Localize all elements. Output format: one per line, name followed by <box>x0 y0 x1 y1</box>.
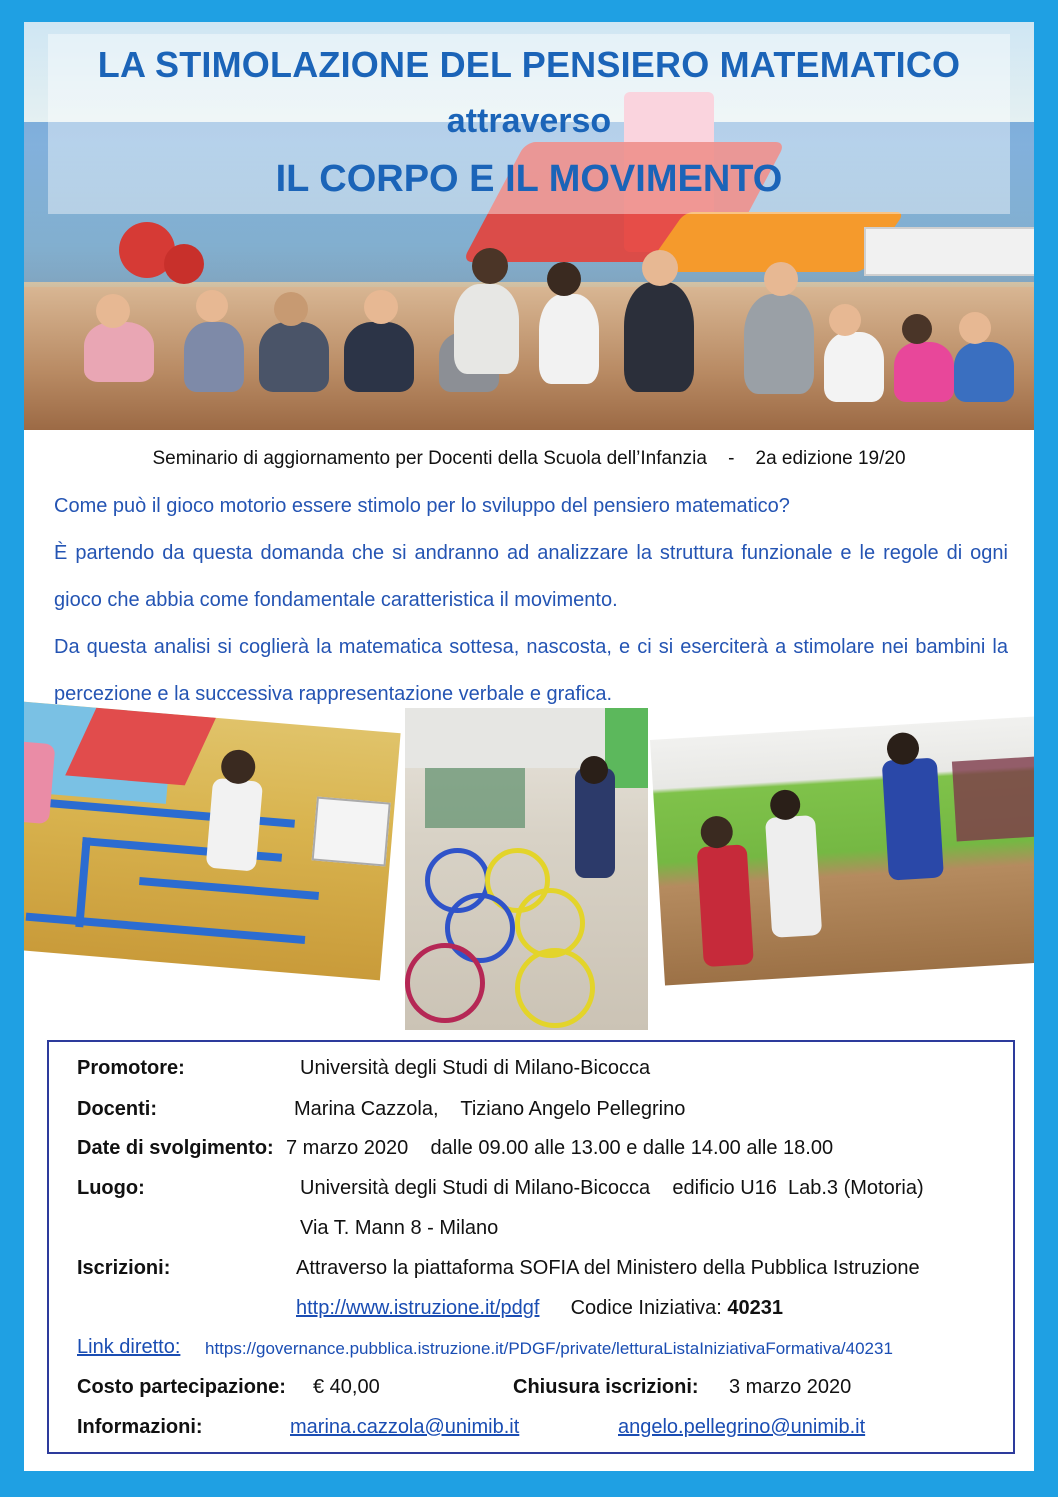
photo-child <box>454 284 519 374</box>
email-cazzola-link[interactable]: marina.cazzola@unimib.it <box>290 1416 520 1438</box>
codice-label: Codice Iniziativa: <box>570 1297 722 1319</box>
chiusura-value: 3 marzo 2020 <box>729 1376 852 1398</box>
photo-child-head <box>472 248 508 284</box>
row-luogo <box>77 1177 145 1200</box>
photo-child-head <box>959 312 991 344</box>
email-pellegrino-link[interactable]: angelo.pellegrino@unimib.it <box>618 1416 866 1438</box>
photo-tape-line <box>139 877 319 900</box>
iscrizioni-label: Iscrizioni: <box>77 1257 171 1279</box>
row-docenti <box>77 1098 157 1121</box>
seminar-subtitle: Seminario di aggiornamento per Docenti della Scuola dell’Infanzia - 2a edizione 19/20 <box>152 448 906 469</box>
codice-value: 40231 <box>727 1297 783 1319</box>
costo-value: € 40,00 <box>313 1376 380 1398</box>
photo-hoop-red <box>405 943 485 1023</box>
row-link-diretto <box>77 1336 180 1359</box>
row-costo <box>77 1376 286 1399</box>
title-line-2: attraverso <box>446 102 612 140</box>
pdgf-link[interactable]: http://www.istruzione.it/pdgf <box>296 1297 540 1319</box>
intro-question: Come può il gioco motorio essere stimolo per lo sviluppo del pensiero matematico? <box>54 495 790 517</box>
intro-paragraph-3: Da questa analisi si coglierà la matematica sottesa, nascosta, e ci si eserciterà a stimolare nei bambini la percezione e la successiva rappresentazione verbale e grafica. <box>54 636 1008 705</box>
photo-child-head <box>547 262 581 296</box>
photo-child <box>84 322 154 382</box>
date-value: 7 marzo 2020 dalle 09.00 alle 13.00 e dalle 14.00 alle 18.00 <box>286 1137 834 1159</box>
photo-child <box>575 768 615 878</box>
photo-child <box>765 815 822 938</box>
photo-child <box>697 844 754 967</box>
photo-child-head <box>196 290 228 322</box>
photo-floor-mat <box>425 768 525 828</box>
title-line-3: IL CORPO E IL MOVIMENTO <box>275 158 783 200</box>
row-informazioni <box>77 1416 203 1439</box>
photo-child-head <box>364 290 398 324</box>
row-iscrizioni <box>77 1257 170 1280</box>
photo-child <box>624 282 694 392</box>
date-label: Date di svolgimento: <box>77 1137 274 1159</box>
docenti-label: Docenti: <box>77 1098 157 1120</box>
link-diretto-url[interactable]: https://governance.pubblica.istruzione.it/PDGF/private/letturaListaIniziativaFormativa/40231 <box>205 1339 893 1358</box>
photo-child <box>824 332 884 402</box>
link-diretto-label[interactable]: Link diretto: <box>77 1336 181 1358</box>
luogo-label: Luogo: <box>77 1177 145 1199</box>
photo-maze-game <box>0 700 401 980</box>
docenti-value: Marina Cazzola, Tiziano Angelo Pellegrino <box>294 1098 686 1120</box>
luogo-value-1: Università degli Studi di Milano-Bicocca edificio U16 Lab.3 (Motoria) <box>300 1177 924 1199</box>
row-chiusura <box>513 1376 699 1399</box>
photo-child <box>539 294 599 384</box>
photo-child-head <box>580 756 608 784</box>
promotore-value: Università degli Studi di Milano-Bicocca <box>300 1057 651 1079</box>
title-line-1: LA STIMOLAZIONE DEL PENSIERO MATEMATICO <box>97 44 961 85</box>
photo-child-head <box>96 294 130 328</box>
photo-child <box>344 322 414 392</box>
row-date <box>77 1137 274 1160</box>
costo-label: Costo partecipazione: <box>77 1376 286 1398</box>
photo-child <box>4 741 56 824</box>
photo-child <box>744 294 814 394</box>
photo-maze-board <box>312 797 391 867</box>
promotore-label: Promotore: <box>77 1057 185 1079</box>
photo-child <box>954 342 1014 402</box>
photo-child-head <box>700 815 734 849</box>
intro-paragraph-2: È partendo da questa domanda che si andranno ad analizzare la struttura funzionale e le regole di ogni gioco che abbia come fondamentale caratteristica il movimento. <box>54 542 1008 611</box>
photo-child-head <box>829 304 861 336</box>
photo-child <box>184 322 244 392</box>
photo-coats <box>952 756 1057 842</box>
photo-child-head <box>764 262 798 296</box>
informazioni-label: Informazioni: <box>77 1416 203 1438</box>
luogo-value-2: Via T. Mann 8 - Milano <box>300 1217 499 1239</box>
row-iscrizioni-link <box>296 1297 783 1320</box>
photo-child <box>882 758 944 881</box>
photo-stage-game <box>650 715 1058 985</box>
row-promotore <box>77 1057 185 1080</box>
photo-hoop-yellow <box>515 948 595 1028</box>
photo-tape-line <box>75 837 91 927</box>
photo-ball <box>164 244 204 284</box>
photo-child <box>259 322 329 392</box>
chiusura-label: Chiusura iscrizioni: <box>513 1376 699 1398</box>
photo-child <box>206 778 263 872</box>
photo-child <box>894 342 954 402</box>
iscrizioni-value: Attraverso la piattaforma SOFIA del Ministero della Pubblica Istruzione <box>296 1257 920 1279</box>
photo-shelf <box>864 227 1034 276</box>
photo-child-head <box>902 314 932 344</box>
photo-child-head <box>274 292 308 326</box>
photo-child-head <box>642 250 678 286</box>
photo-tape-line <box>26 913 306 944</box>
photo-hoops-game <box>405 708 648 1030</box>
